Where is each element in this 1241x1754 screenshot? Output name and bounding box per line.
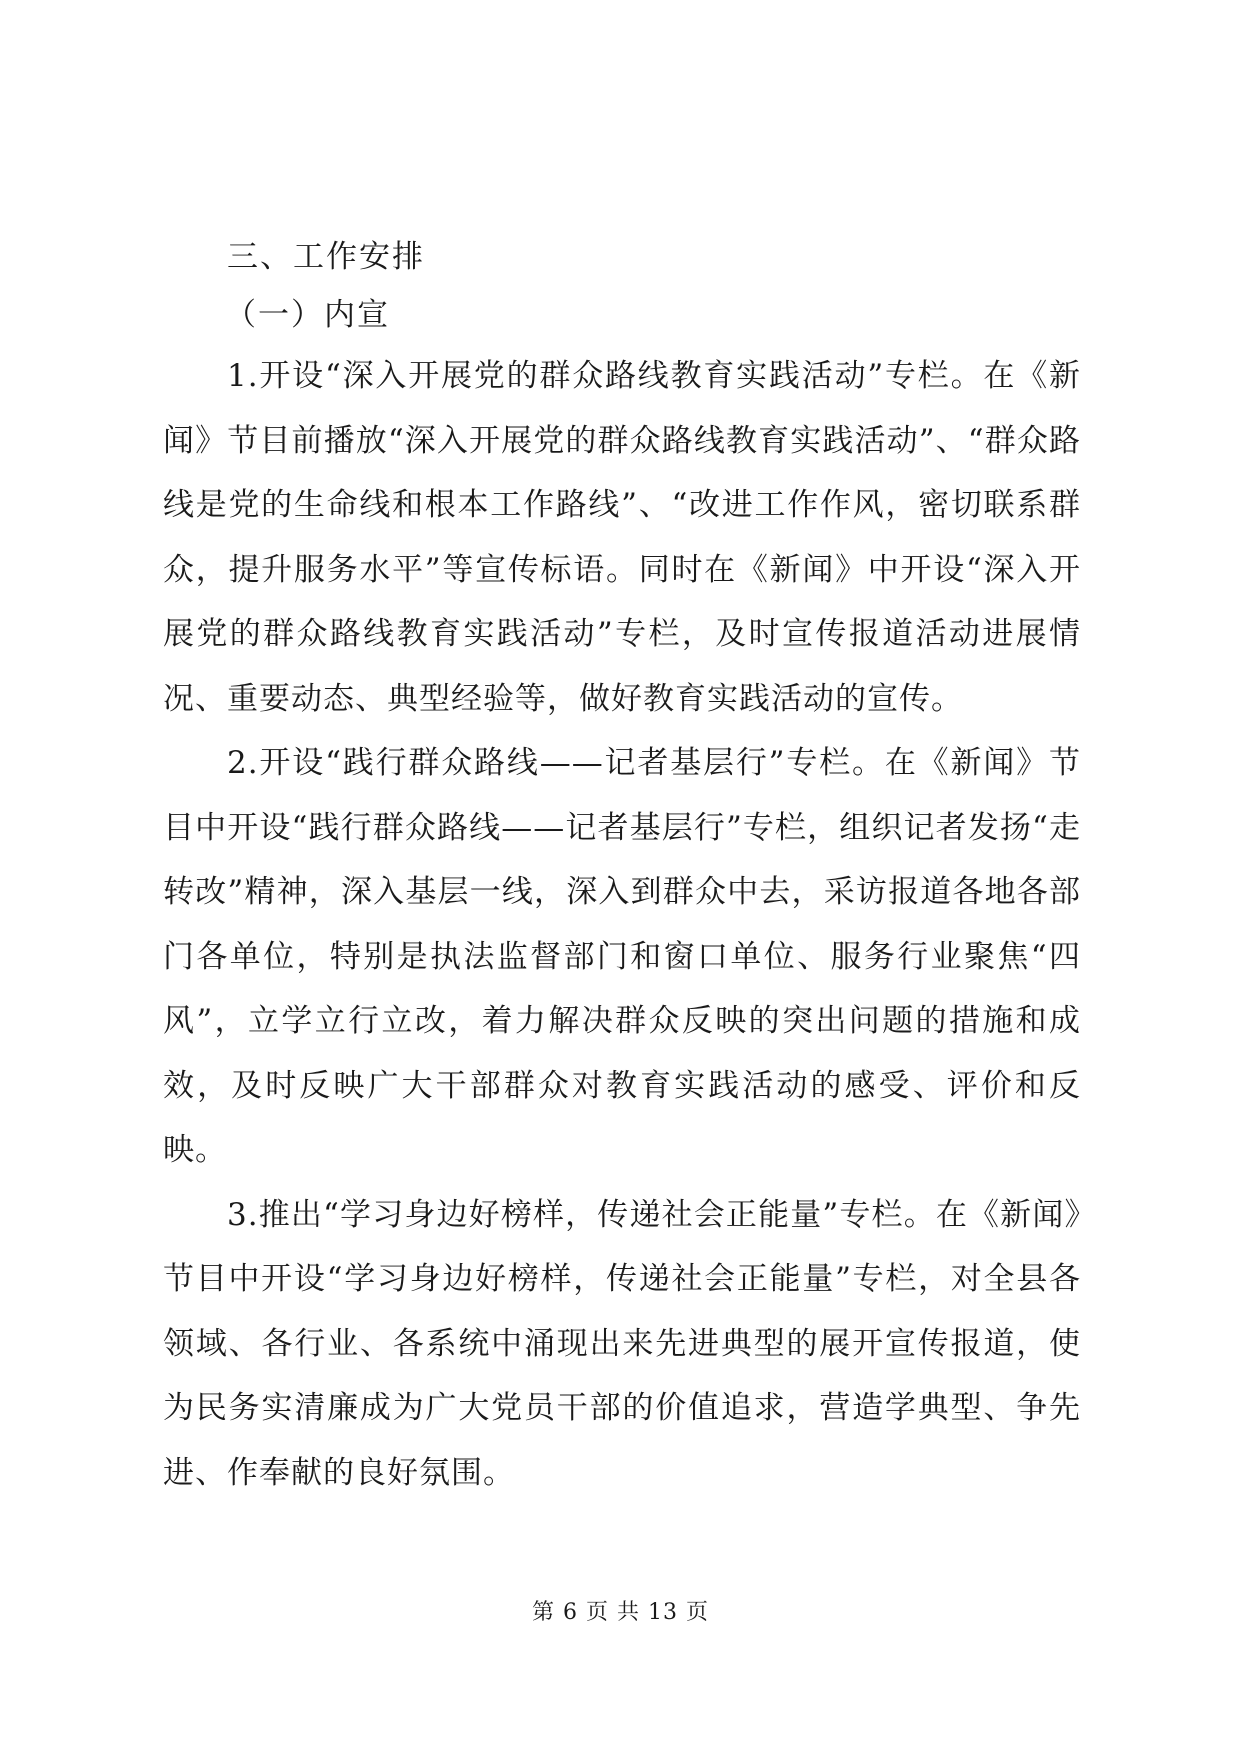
paragraph-1: 1.开设“深入开展党的群众路线教育实践活动”专栏。在《新闻》节目前播放“深入开展党的群众路线教育实践活动”、“群众路线是党的生命线和根本工作路线”、“改进工作作风，密切联系群众，提升服务水平”等宣传标语。同时在《新闻》中开设“深入开展党的群众路线教育实践活动”专栏，及时宣传报道活动进展情况、重要动态、典型经验等，做好教育实践活动的宣传。 bbox=[163, 358, 1081, 717]
subsection-heading: （一）内宣 bbox=[225, 297, 390, 333]
document-body bbox=[163, 228, 1081, 1505]
page-number-footer: 第 6 页 共 13 页 bbox=[532, 1600, 709, 1625]
section-heading: 三、工作安排 bbox=[227, 239, 425, 275]
paragraph-2: 2.开设“践行群众路线——记者基层行”专栏。在《新闻》节目中开设“践行群众路线——记者基层行”专栏，组织记者发扬“走转改”精神，深入基层一线，深入到群众中去，采访报道各地各部门各单位，特别是执法监督部门和窗口单位、服务行业聚焦“四风”，立学立行立改，着力解决群众反映的突出问题的措施和成效，及时反映广大干部群众对教育实践活动的感受、评价和反映。 bbox=[163, 745, 1081, 1168]
paragraph-3: 3.推出“学习身边好榜样，传递社会正能量”专栏。在《新闻》节目中开设“学习身边好榜样，传递社会正能量”专栏，对全县各领域、各行业、各系统中涌现出来先进典型的展开宣传报道，使为民务实清廉成为广大党员干部的价值追求，营造学典型、争先进、作奉献的良好氛围。 bbox=[163, 1196, 1081, 1491]
